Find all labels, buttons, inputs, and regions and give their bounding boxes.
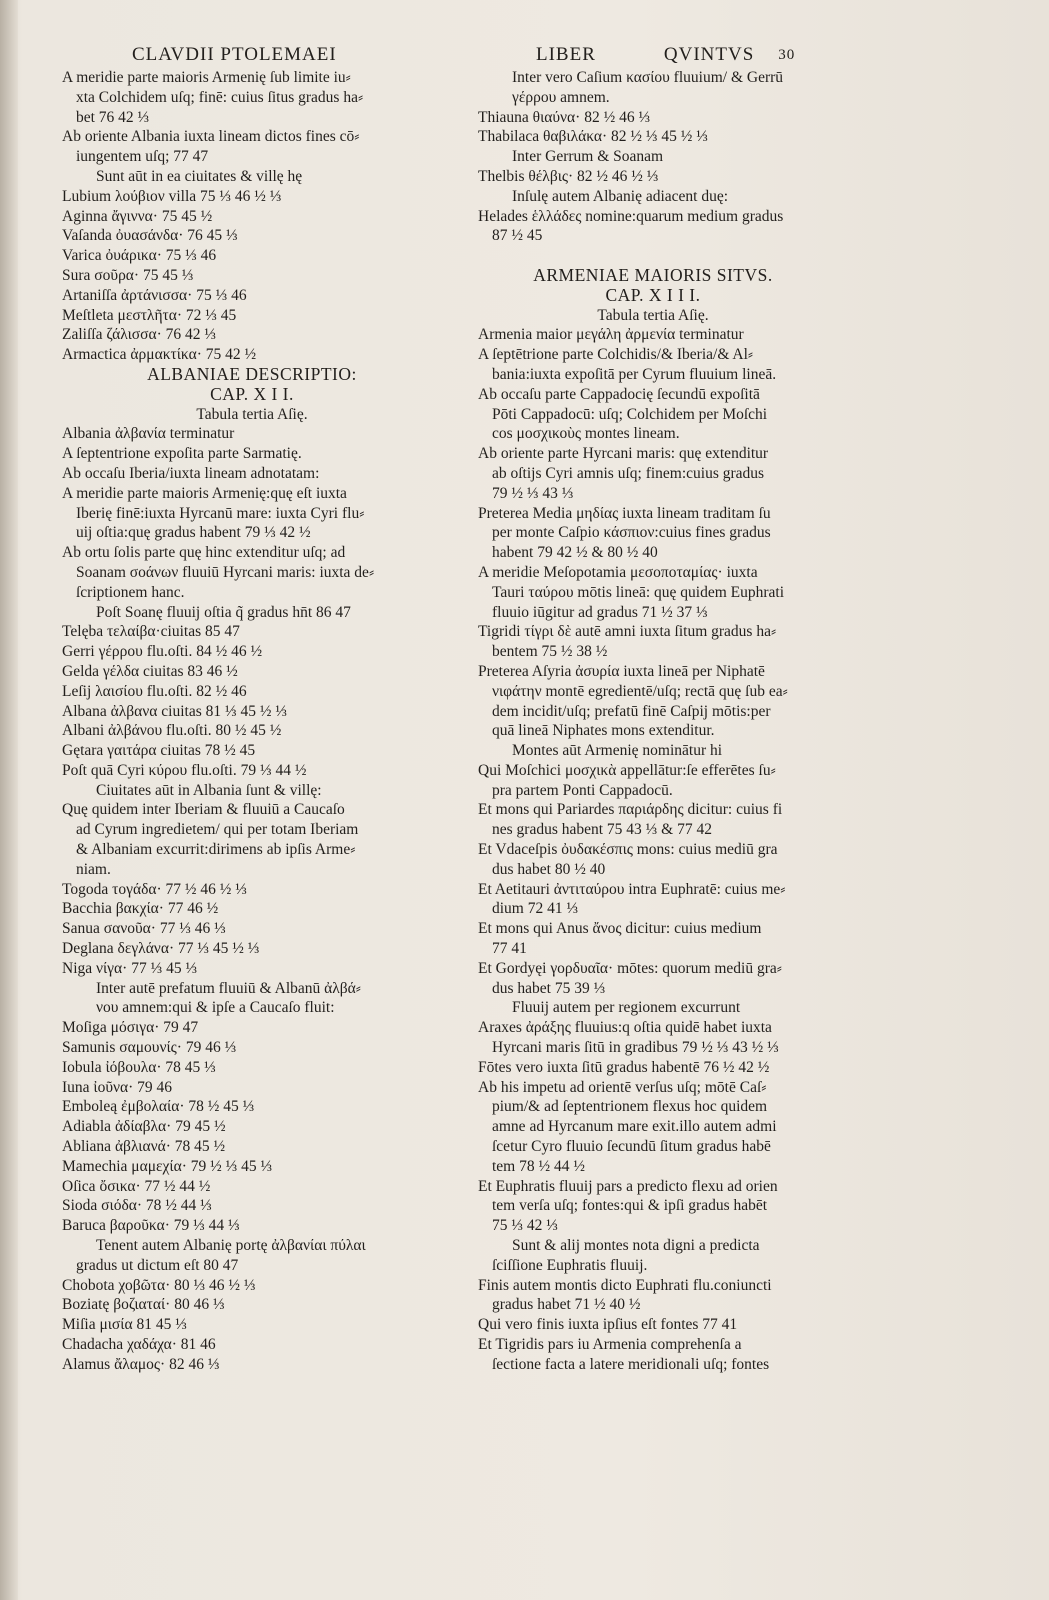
text-line: Ab his impetu ad orientē verſus uſq; mōtē Caſ⸗: [478, 1078, 767, 1096]
text-line: Iobula ἰόβουλα· 78 45 ⅓: [62, 1058, 216, 1076]
text-line: Montes aūt Armenię nominātur hi: [512, 742, 723, 760]
text-line: Poſt quā Cyri κύρου flu.oſti. 79 ⅓ 44 ½: [62, 761, 307, 779]
text-line: Tenent autem Albanię portę ἀλβανίαι πύλαι: [96, 1237, 366, 1255]
text-line: Adiabla ἀδίαβλα· 79 45 ½: [62, 1118, 226, 1136]
text-line: Abliana ἀβλιανά· 78 45 ½: [62, 1138, 226, 1156]
text-line: Moſiga μόσιγα· 79 47: [62, 1019, 199, 1037]
text-line: quā lineā Niphates mons extenditur.: [492, 722, 715, 740]
text-line: Gelda γέλδα ciuitas 83 46 ½: [62, 662, 238, 680]
text-line: xta Colchidem uſq; finē: cuius ſitus gradus ha⸗: [76, 88, 364, 106]
text-line: Gętara γαιτάρα ciuitas 78 ½ 45: [62, 742, 256, 760]
text-line: Fōtes vero iuxta ſitū gradus habentē 76 ½ 42 ½: [478, 1058, 770, 1076]
text-line: Thabilaca θαβιλάκα· 82 ½ ⅓ 45 ½ ⅓: [478, 128, 708, 146]
text-line: Inter vero Caſium κασίου fluuium/ & Gerrū: [512, 69, 784, 86]
text-line: Ciuitates aūt in Albania ſunt & villę:: [96, 781, 322, 799]
text-line: Chobota χοβῶτα· 80 ⅓ 46 ½ ⅓: [62, 1276, 256, 1294]
text-line: Chadacha χαδάχα· 81 46: [62, 1336, 216, 1353]
text-line: A ſeptentrione expoſita parte Sarmatię.: [62, 445, 302, 463]
text-line: pium/& ad ſeptentrionem flexus hoc quidem: [492, 1098, 768, 1116]
text-line: Baruca βαροῦκα· 79 ⅓ 44 ⅓: [62, 1217, 240, 1235]
text-line: nes gradus habent 75 43 ⅓ & 77 42: [492, 821, 712, 839]
text-line: Lubium λούβιον villa 75 ⅓ 46 ½ ⅓: [62, 187, 282, 205]
text-line: Bacchia βακχία· 77 46 ½: [62, 900, 219, 918]
text-line: Sioda σιόδα· 78 ½ 44 ⅓: [62, 1197, 212, 1215]
text-line: νου amnem:qui & ipſe a Caucaſo fluit:: [96, 999, 335, 1017]
text-line: γέρρου amnem.: [512, 88, 610, 106]
text-line: Tigridi τίγρι δὲ autē amni iuxta ſitum gradus ha⸗: [478, 623, 777, 641]
text-line: 87 ½ 45: [492, 227, 543, 245]
text-line: Quę quidem inter Iberiam & fluuiū a Caucaſo: [62, 801, 345, 819]
text-line: ab oſtijs Cyri amnis uſq; finem:cuius gradus: [492, 464, 765, 482]
text-line: ARMENIAE MAIORIS SITVS.: [533, 264, 773, 285]
text-line: Ab oriente parte Hyrcani maris: quę extenditur: [478, 445, 769, 463]
text-line: Ab occaſu parte Cappadocię ſecundū expoſitā: [478, 385, 760, 403]
text-line: Niga νίγα· 77 ⅓ 45 ⅓: [62, 959, 198, 977]
text-line: Leſij λαισίου flu.oſti. 82 ½ 46: [62, 682, 247, 700]
text-line: Fluuij autem per regionem excurrunt: [512, 999, 741, 1017]
page-number: 30: [778, 47, 796, 63]
text-line: amne ad Hyrcanum mare exit.illo autem admi: [492, 1118, 777, 1136]
text-line: 77 41: [492, 940, 527, 958]
text-line: Et Vdaceſpis ὀυδακέσπις mons: cuius mediū gra: [478, 841, 778, 859]
text-line: Poſt Soanę fluuij oſtia q̃ gradus hn̄t 86 47: [96, 603, 351, 621]
text-line: Telęba τελαίβα·ciuitas 85 47: [62, 623, 240, 641]
text-line: Et Gordyęi γορδυαῖα· mōtes: quorum mediū gra⸗: [478, 959, 782, 977]
text-line: Tabula tertia Aſię.: [597, 306, 709, 324]
text-line: Oſica ὄσικα· 77 ½ 44 ½: [62, 1177, 211, 1195]
text-line: Ab oriente Albania iuxta lineam dictos fines cō⸗: [62, 128, 360, 146]
text-line: 79 ½ ⅓ 43 ⅓: [492, 484, 574, 502]
text-line: Iuna ἰοῦνα· 79 46: [62, 1078, 173, 1096]
text-line: & Albaniam excurrit:dirimens ab ipſis Arme⸗: [76, 841, 356, 859]
text-line: Gerri γέρρου flu.oſti. 84 ½ 46 ½: [62, 643, 263, 661]
text-line: Tauri ταύρου mōtis lineā: quę quidem Euphrati: [492, 583, 785, 601]
text-line: Preterea Aſyria ἀσυρία iuxta lineā per Niphatē: [478, 662, 765, 680]
text-line: ad Cyrum ingredietem/ qui per totam Iberiam: [76, 821, 359, 839]
text-line: 75 ⅓ 42 ⅓: [492, 1217, 558, 1235]
header-quintus: QVINTVS: [663, 44, 755, 65]
text-line: Et mons qui Anus ἄνος dicitur: cuius medium: [478, 920, 762, 938]
text-line: Soanam σοάνων fluuiū Hyrcani maris: iuxta de⸗: [76, 563, 375, 581]
text-line: Thiauna θιαύνα· 82 ½ 46 ⅓: [478, 108, 651, 126]
text-line: dem incidit/uſq; prefatū finē Caſpij mōtis:per: [492, 702, 771, 720]
text-line: Et Euphratis fluuij pars a predicto flexu ad orien: [478, 1177, 778, 1195]
text-line: Preterea Media μηδίας iuxta lineam traditam ſu: [478, 504, 771, 522]
text-line: Albana ἀλβανα ciuitas 81 ⅓ 45 ½ ⅓: [62, 702, 287, 720]
text-line: Boziatę βοζιαταί· 80 46 ⅓: [62, 1296, 225, 1314]
text-line: gradus ut dictum eſt 80 47: [76, 1256, 239, 1274]
text-line: Armactica ἀρμακτίκα· 75 42 ½: [62, 346, 257, 364]
text-line: Alamus ἄλαμος· 82 46 ⅓: [62, 1355, 220, 1373]
text-line: fluuio iūgitur ad gradus 71 ½ 37 ⅓: [492, 603, 708, 621]
text-line: Sunt & alij montes nota digni a predicta: [512, 1237, 760, 1255]
text-line: Miſia μισία 81 45 ⅓: [62, 1316, 187, 1334]
text-line: Artaniſſa ἀρτάνισσα· 75 ⅓ 46: [62, 286, 247, 304]
text-line: Sanua σανοῦα· 77 ⅓ 46 ⅓: [62, 920, 226, 938]
left-column-text: [62, 68, 442, 1375]
text-line: tem verſa uſq; fontes:qui & ipſi gradus habēt: [492, 1197, 768, 1215]
text-line: A ſeptētrione parte Colchidis/& Iberia/& Al⸗: [478, 346, 754, 364]
text-line: Ab occaſu Iberia/iuxta lineam adnotatam:: [62, 464, 320, 482]
right-column-text: [478, 68, 828, 1375]
text-line: Qui vero finis iuxta ipſius eſt fontes 77 41: [478, 1316, 738, 1334]
text-line: Zaliſſa ζάλισσα· 76 42 ⅓: [62, 326, 217, 344]
text-line: iungentem uſq; 77 47: [76, 148, 209, 166]
text-line: cos μοσχικοὺς montes lineam.: [492, 425, 680, 443]
text-line: Tabula tertia Aſię.: [196, 405, 308, 423]
text-line: Hyrcani maris ſitū in gradibus 79 ½ ⅓ 43 ½ ⅓: [492, 1039, 779, 1057]
text-line: Thelbis θέλβις· 82 ½ 46 ½ ⅓: [478, 167, 659, 185]
text-line: uij oſtia:quę gradus habent 79 ⅓ 42 ½: [76, 524, 311, 542]
header-liber: LIBER: [536, 44, 596, 65]
text-line: Varica ὀυάρικα· 75 ⅓ 46: [62, 247, 217, 265]
text-line: νιφάτην montē egredientē/uſq; rectā quę ſub ea⸗: [492, 682, 788, 700]
text-line: CAP. X I I.: [210, 383, 294, 404]
text-line: Sura σοῦρα· 75 45 ⅓: [62, 266, 194, 284]
text-line: Finis autem montis dicto Euphrati flu.coniuncti: [478, 1276, 772, 1294]
text-line: pra partem Ponti Cappadocū.: [492, 781, 673, 799]
text-line: dium 72 41 ⅓: [492, 900, 579, 918]
text-line: Araxes ἀράξης fluuius:q oſtia quidē habet iuxta: [478, 1019, 772, 1037]
text-line: Deglana δεγλάνα· 77 ⅓ 45 ½ ⅓: [62, 940, 260, 958]
text-line: habent 79 42 ½ & 80 ½ 40: [492, 544, 658, 562]
left-column: [62, 42, 442, 1375]
text-line: per monte Caſpio κάσπιον:cuius fines gradus: [492, 524, 771, 542]
text-line: ſectione facta a latere meridionali uſq; fontes: [492, 1355, 770, 1373]
text-line: Qui Moſchici μοσχικὰ appellātur:ſe efferētes ſu⸗: [478, 761, 776, 779]
page-gutter: [0, 0, 18, 1600]
text-line: niam.: [76, 860, 111, 878]
text-line: Iberię finē:iuxta Hyrcanū mare: iuxta Cyri flu⸗: [76, 504, 365, 522]
text-line: Inter autē prefatum fluuiū & Albanū ἀλβά⸗: [96, 979, 361, 997]
text-line: A meridie parte maioris Armenię:quę eſt iuxta: [62, 484, 347, 502]
text-line: Armenia maior μεγάλη ἀρμενία terminatur: [478, 326, 744, 344]
text-line: ſciſſione Euphratis fluuij.: [492, 1256, 648, 1274]
text-line: Ab ortu ſolis parte quę hinc extenditur uſq; ad: [62, 544, 346, 562]
text-line: Inter Gerrum & Soanam: [512, 148, 664, 166]
text-line: A meridie parte maioris Armenię ſub limite iu⸗: [62, 69, 351, 86]
text-line: ſcetur Cyro fluuio ſecundū ſitum gradus habē: [492, 1138, 771, 1156]
text-line: dus habet 75 39 ⅓: [492, 979, 606, 997]
text-line: Aginna ἄγιννα· 75 45 ½: [62, 207, 213, 225]
text-line: Et Tigridis pars iu Armenia comprehenſa a: [478, 1336, 742, 1353]
text-line: Albani ἀλβάνου flu.oſti. 80 ½ 45 ½: [62, 722, 282, 740]
running-header-left: CLAVDII PTOLEMAEI: [132, 44, 337, 65]
text-line: A meridie Meſopotamia μεσοποταμίας· iuxta: [478, 563, 758, 581]
text-line: ſcriptionem hanc.: [76, 583, 185, 601]
text-line: bania:iuxta expoſitā per Cyrum fluuium lineā.: [492, 365, 777, 383]
text-line: Samunis σαμουνίς· 79 46 ⅓: [62, 1039, 237, 1057]
text-line: Meſtleta μεστλῆτα· 72 ⅓ 45: [62, 306, 237, 324]
text-line: Mamechia μαμεχία· 79 ½ ⅓ 45 ⅓: [62, 1157, 273, 1175]
text-line: Togoda τογάδα· 77 ½ 46 ½ ⅓: [62, 880, 247, 898]
text-line: Inſulę autem Albanię adiacent duę:: [512, 187, 729, 205]
text-line: Vaſanda ὀυασάνδα· 76 45 ⅓: [62, 227, 238, 245]
right-column: [478, 42, 828, 1375]
text-line: tem 78 ½ 44 ½: [492, 1157, 585, 1175]
text-line: dus habet 80 ½ 40: [492, 860, 606, 878]
text-line: ALBANIAE DESCRIPTIO:: [147, 363, 357, 384]
text-line: bet 76 42 ⅓: [76, 108, 150, 126]
text-line: gradus habet 71 ½ 40 ½: [492, 1296, 641, 1314]
text-line: Sunt aūt in ea ciuitates & villę hę: [96, 167, 303, 185]
text-line: Emboleą ἐμβολαία· 78 ½ 45 ⅓: [62, 1098, 255, 1116]
text-line: Pōti Cappadocū: uſq; Colchidem per Moſchi: [492, 405, 768, 423]
text-line: Et Aetitauri ἀντιταύρου intra Euphratē: cuius me⸗: [478, 880, 786, 898]
text-line: Albania ἀλβανία terminatur: [62, 425, 235, 443]
running-header-right: [478, 42, 828, 68]
text-line: [478, 246, 828, 266]
text-line: Helades ἑλλάδες nomine:quarum medium gradus: [478, 207, 784, 225]
text-line: Et mons qui Pariardes παριάρδης dicitur: cuius fi: [478, 801, 783, 819]
text-line: bentem 75 ½ 38 ½: [492, 643, 608, 661]
text-line: CAP. X I I I.: [605, 284, 701, 305]
